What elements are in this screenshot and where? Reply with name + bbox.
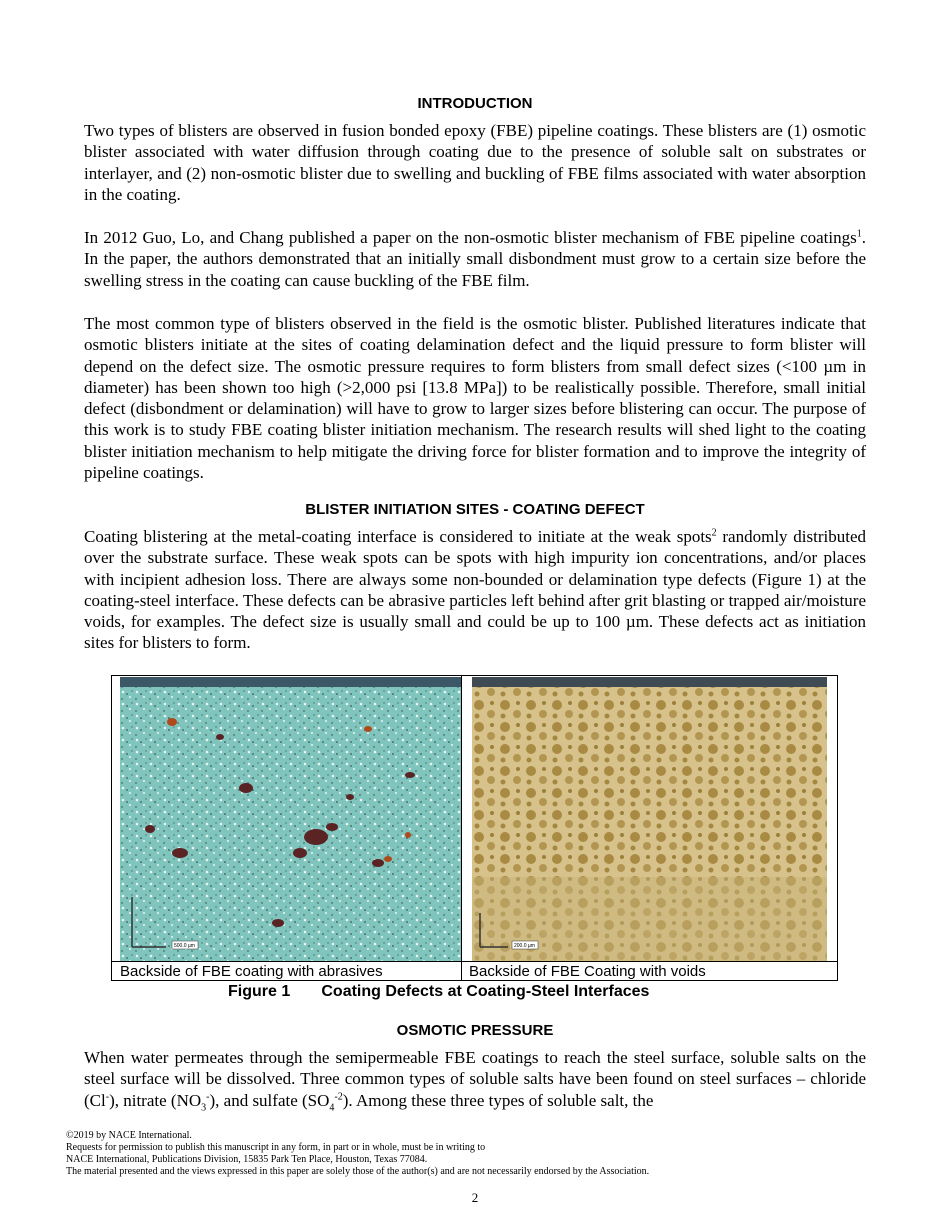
formula-subscript: 3 (201, 1101, 207, 1113)
scale-label: 200.0 µm (514, 943, 535, 949)
figure-1-caption (228, 983, 649, 1001)
reference-superscript: 2 (711, 527, 717, 539)
paragraph-text: ), nitrate (NO (109, 1090, 202, 1110)
footer-line: ©2019 by NACE International. (66, 1130, 192, 1141)
figure-label: Figure 1 (228, 983, 291, 1000)
osmotic-pressure-paragraph (84, 1047, 866, 1111)
footer-line: The material presented and the views expressed in this paper are solely those of the author(s) and are not necessarily endorsed by the Association. (66, 1166, 650, 1177)
abrasives-micrograph (120, 677, 461, 961)
introduction-paragraph-2 (84, 227, 866, 291)
charge-superscript: -2 (334, 1090, 343, 1102)
osmotic-pressure-heading: OSMOTIC PRESSURE (396, 1022, 554, 1039)
right-image-caption: Backside of FBE Coating with voids (469, 963, 706, 980)
voids-micrograph (472, 677, 827, 961)
abrasives-micrograph-image (120, 677, 461, 961)
formula-subscript: 4 (329, 1101, 335, 1113)
paragraph-text: . In the paper, the authors demonstrated that an initially small disbondment must grow to a certain size before the swelling stress in the coating can cause buckling of the FBE film. (84, 228, 866, 290)
paragraph-text: ). Among these three types of soluble salt, the (342, 1090, 654, 1110)
footer-line: Requests for permission to publish this manuscript in any form, in part or in whole, must be in writing to (66, 1142, 486, 1153)
paragraph-text: When water permeates through the semipermeable FBE coatings to reach the steel surface, soluble salts on the steel surface will be dissolved. Three common types of soluble salts have been found on steel surfaces – chloride (Cl (84, 1048, 866, 1110)
paragraph-text: Coating blistering at the metal-coating interface is considered to initiate at the weak spots (84, 527, 712, 546)
paragraph-text: ), and sulfate (SO (209, 1090, 330, 1110)
introduction-heading: INTRODUCTION (417, 95, 533, 112)
figure-title: Coating Defects at Coating-Steel Interfaces (321, 983, 650, 1000)
paragraph-text: randomly distributed over the substrate surface. These weak spots can be spots with high impurity ion concentrations, and/or places with incipient adhesion loss. There are always some non-bounded or delamination type defects (Figure 1) at the coating-steel interface. These defects can be abrasive particles left behind after grit blasting or trapped air/moisture voids, for examples. The defect size is usually small and could be up to 100 µm. These defects act as initiation sites for blisters to form. (84, 527, 866, 653)
introduction-paragraph-1: Two types of blisters are observed in fusion bonded epoxy (FBE) pipeline coatings. These blisters are (1) osmotic blister associated with water diffusion through coating due to the presence of soluble salt on substrates or interlayer, and (2) non-osmotic blister due to swelling and buckling of FBE films associated with water absorption in the coating. (84, 121, 866, 204)
scale-label: 500.0 µm (174, 943, 195, 949)
paragraph-text: In 2012 Guo, Lo, and Chang published a paper on the non-osmotic blister mechanism of FBE pipeline coatings (84, 228, 857, 247)
introduction-paragraph-3: The most common type of blisters observed in the field is the osmotic blister. Published literatures indicate that osmotic blisters initiate at the sites of coating delamination defect and the liquid pressure to form blister will depend on the defect size. The osmotic pressure requires to form blisters from small defect sizes (<100 µm in diameter) has been shown too high (>2,000 psi [13.8 MPa]) to be realistically possible. Therefore, small initial defect (disbondment or delamination) will have to grow to larger sizes before blistering can occur. The purpose of this work is to study FBE coating blister initiation mechanism. The research results will shed light to the coating blister initiation mechanism to help mitigate the driving force for blister formation and to improve the integrity of pipeline coatings. (84, 314, 866, 483)
charge-superscript: - (105, 1090, 110, 1102)
blister-sites-heading: BLISTER INITIATION SITES - COATING DEFECT (305, 501, 645, 518)
left-image-caption: Backside of FBE coating with abrasives (120, 963, 383, 980)
copyright-footer (66, 1130, 649, 1178)
blister-sites-paragraph (84, 526, 866, 654)
voids-micrograph-image (472, 677, 827, 961)
reference-superscript: 1 (856, 228, 862, 240)
page-number: 2 (471, 1190, 479, 1205)
charge-superscript: - (206, 1090, 210, 1102)
footer-line: NACE International, Publications Division, 15835 Park Ten Place, Houston, Texas 77084. (66, 1154, 428, 1165)
figure-column-divider (461, 676, 462, 981)
figure-1-table (111, 675, 838, 981)
